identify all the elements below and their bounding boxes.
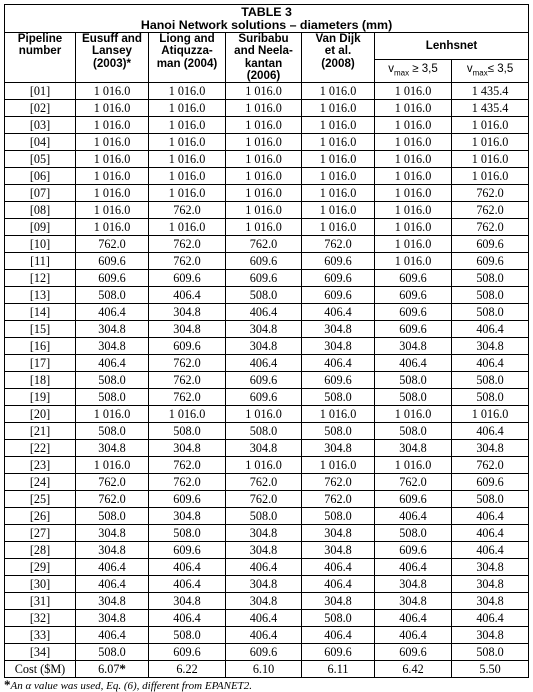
cell-liong-atiquzzaman: 609.6 [149,644,226,661]
table-row [5,627,529,644]
cell-lenhsnet-vmax-le: 406.4 [452,508,529,525]
cell-liong-atiquzzaman: 304.8 [149,440,226,457]
header-van-dijk: Van Dijk et al. (2008) [302,33,375,83]
cell-van-dijk: 304.8 [302,525,375,542]
cell-liong-atiquzzaman: 762.0 [149,389,226,406]
cell-van-dijk: 304.8 [302,440,375,457]
cell-pipeline-number: [19] [5,389,76,406]
table-row [5,270,529,287]
cell-suribabu-neelakantan: 406.4 [226,355,302,372]
cell-suribabu-neelakantan: 762.0 [226,236,302,253]
cell-lenhsnet-vmax-le: 508.0 [452,304,529,321]
cell-suribabu-neelakantan: 508.0 [226,287,302,304]
cell-suribabu-neelakantan: 304.8 [226,576,302,593]
cell-eusuff-lansey: 1 016.0 [76,134,149,151]
subheader-vmax-le: $v_{max}\le 3,5$ [452,60,529,83]
table-row [5,202,529,219]
cell-suribabu-neelakantan: 762.0 [226,474,302,491]
cell-lenhsnet-vmax-ge: 508.0 [375,372,452,389]
cell-pipeline-number: [29] [5,559,76,576]
cost-cell: 6.10 [226,661,302,678]
cell-suribabu-neelakantan: 406.4 [226,627,302,644]
cell-eusuff-lansey: 304.8 [76,542,149,559]
cell-van-dijk: 1 016.0 [302,185,375,202]
cell-lenhsnet-vmax-le: 508.0 [452,389,529,406]
cell-eusuff-lansey: 1 016.0 [76,185,149,202]
cell-lenhsnet-vmax-le: 508.0 [452,287,529,304]
cell-pipeline-number: [28] [5,542,76,559]
cell-eusuff-lansey: 1 016.0 [76,83,149,100]
cell-pipeline-number: [18] [5,372,76,389]
cell-eusuff-lansey: 1 016.0 [76,100,149,117]
cell-pipeline-number: [17] [5,355,76,372]
cell-pipeline-number: [07] [5,185,76,202]
cell-liong-atiquzzaman: 508.0 [149,627,226,644]
cell-suribabu-neelakantan: 609.6 [226,389,302,406]
cell-van-dijk: 1 016.0 [302,117,375,134]
cell-pipeline-number: [05] [5,151,76,168]
cost-cell: 6.07* [76,661,149,678]
cell-lenhsnet-vmax-le: 1 016.0 [452,134,529,151]
cell-lenhsnet-vmax-ge: 1 016.0 [375,253,452,270]
cell-lenhsnet-vmax-le: 1 016.0 [452,117,529,134]
table-row [5,321,529,338]
cell-suribabu-neelakantan: 1 016.0 [226,185,302,202]
cell-liong-atiquzzaman: 1 016.0 [149,406,226,423]
cell-pipeline-number: [01] [5,83,76,100]
cell-eusuff-lansey: 508.0 [76,287,149,304]
cell-eusuff-lansey: 609.6 [76,253,149,270]
cell-pipeline-number: [32] [5,610,76,627]
cell-suribabu-neelakantan: 609.6 [226,372,302,389]
cell-pipeline-number: [12] [5,270,76,287]
cell-van-dijk: 304.8 [302,321,375,338]
cell-van-dijk: 508.0 [302,508,375,525]
cell-van-dijk: 508.0 [302,610,375,627]
cell-pipeline-number: [23] [5,457,76,474]
cost-cell: 6.11 [302,661,375,678]
cell-lenhsnet-vmax-le: 609.6 [452,253,529,270]
cell-lenhsnet-vmax-ge: 1 016.0 [375,168,452,185]
cell-van-dijk: 304.8 [302,338,375,355]
cell-van-dijk: 609.6 [302,270,375,287]
cell-van-dijk: 406.4 [302,355,375,372]
cell-pipeline-number: [24] [5,474,76,491]
cell-pipeline-number: [16] [5,338,76,355]
cell-lenhsnet-vmax-ge: 508.0 [375,525,452,542]
cell-lenhsnet-vmax-ge: 609.6 [375,287,452,304]
cell-pipeline-number: [33] [5,627,76,644]
cell-suribabu-neelakantan: 609.6 [226,253,302,270]
cell-lenhsnet-vmax-ge: 609.6 [375,644,452,661]
cell-suribabu-neelakantan: 762.0 [226,491,302,508]
cell-pipeline-number: [04] [5,134,76,151]
cell-lenhsnet-vmax-le: 304.8 [452,559,529,576]
cell-pipeline-number: [11] [5,253,76,270]
cell-liong-atiquzzaman: 762.0 [149,474,226,491]
cell-pipeline-number: [34] [5,644,76,661]
cell-suribabu-neelakantan: 1 016.0 [226,168,302,185]
table-row [5,542,529,559]
cell-suribabu-neelakantan: 304.8 [226,542,302,559]
cell-lenhsnet-vmax-le: 1 016.0 [452,151,529,168]
cell-lenhsnet-vmax-le: 304.8 [452,627,529,644]
cell-suribabu-neelakantan: 1 016.0 [226,151,302,168]
cell-van-dijk: 406.4 [302,627,375,644]
cell-liong-atiquzzaman: 1 016.0 [149,100,226,117]
cell-suribabu-neelakantan: 406.4 [226,559,302,576]
cell-van-dijk: 304.8 [302,542,375,559]
cell-eusuff-lansey: 508.0 [76,508,149,525]
cell-lenhsnet-vmax-ge: 508.0 [375,423,452,440]
cell-lenhsnet-vmax-le: 762.0 [452,185,529,202]
cell-suribabu-neelakantan: 1 016.0 [226,202,302,219]
header-suribabu-neelakantan: Suribabu and Neela- kantan (2006) [226,33,302,83]
table-row [5,83,529,100]
cell-lenhsnet-vmax-le: 304.8 [452,338,529,355]
cell-suribabu-neelakantan: 1 016.0 [226,219,302,236]
cell-pipeline-number: [06] [5,168,76,185]
cell-liong-atiquzzaman: 609.6 [149,491,226,508]
cell-van-dijk: 508.0 [302,389,375,406]
cell-lenhsnet-vmax-le: 406.4 [452,321,529,338]
cell-eusuff-lansey: 406.4 [76,576,149,593]
cell-lenhsnet-vmax-le: 508.0 [452,372,529,389]
cell-lenhsnet-vmax-le: 762.0 [452,202,529,219]
cell-pipeline-number: [20] [5,406,76,423]
cost-cell: 6.22 [149,661,226,678]
header-lenhsnet: Lenhsnet [375,33,529,60]
cell-suribabu-neelakantan: 304.8 [226,593,302,610]
cell-lenhsnet-vmax-le: 762.0 [452,219,529,236]
cell-van-dijk: 1 016.0 [302,457,375,474]
cell-pipeline-number: [08] [5,202,76,219]
cell-eusuff-lansey: 508.0 [76,389,149,406]
cell-eusuff-lansey: 1 016.0 [76,219,149,236]
cell-eusuff-lansey: 1 016.0 [76,117,149,134]
cell-suribabu-neelakantan: 406.4 [226,304,302,321]
cell-liong-atiquzzaman: 304.8 [149,321,226,338]
cell-liong-atiquzzaman: 762.0 [149,202,226,219]
cell-lenhsnet-vmax-ge: 1 016.0 [375,185,452,202]
cell-liong-atiquzzaman: 1 016.0 [149,219,226,236]
cell-lenhsnet-vmax-ge: 1 016.0 [375,100,452,117]
cell-liong-atiquzzaman: 609.6 [149,542,226,559]
cell-van-dijk: 406.4 [302,576,375,593]
cell-liong-atiquzzaman: 609.6 [149,338,226,355]
cell-lenhsnet-vmax-ge: 508.0 [375,389,452,406]
table-row [5,219,529,236]
cell-van-dijk: 609.6 [302,372,375,389]
cell-eusuff-lansey: 762.0 [76,236,149,253]
cell-eusuff-lansey: 508.0 [76,423,149,440]
cell-van-dijk: 1 016.0 [302,406,375,423]
table-row [5,185,529,202]
cell-lenhsnet-vmax-ge: 1 016.0 [375,457,452,474]
cell-lenhsnet-vmax-ge: 304.8 [375,338,452,355]
cell-suribabu-neelakantan: 508.0 [226,508,302,525]
cell-lenhsnet-vmax-ge: 406.4 [375,355,452,372]
subheader-vmax-ge: $v_{max} \ge 3,5$ [375,60,452,83]
cell-lenhsnet-vmax-le: 1 016.0 [452,168,529,185]
cell-suribabu-neelakantan: 1 016.0 [226,83,302,100]
table-row [5,525,529,542]
cell-pipeline-number: [02] [5,100,76,117]
cell-van-dijk: 762.0 [302,474,375,491]
cell-lenhsnet-vmax-ge: 406.4 [375,610,452,627]
cell-van-dijk: 1 016.0 [302,83,375,100]
table-row [5,491,529,508]
table-row [5,474,529,491]
cell-pipeline-number: [22] [5,440,76,457]
cell-eusuff-lansey: 304.8 [76,440,149,457]
cell-van-dijk: 406.4 [302,304,375,321]
cell-eusuff-lansey: 406.4 [76,627,149,644]
cell-van-dijk: 508.0 [302,423,375,440]
cell-eusuff-lansey: 406.4 [76,304,149,321]
cell-lenhsnet-vmax-ge: 406.4 [375,559,452,576]
cell-liong-atiquzzaman: 304.8 [149,304,226,321]
cell-pipeline-number: [21] [5,423,76,440]
cell-eusuff-lansey: 609.6 [76,270,149,287]
cell-suribabu-neelakantan: 508.0 [226,423,302,440]
cell-lenhsnet-vmax-le: 406.4 [452,542,529,559]
cell-eusuff-lansey: 762.0 [76,474,149,491]
cell-van-dijk: 1 016.0 [302,134,375,151]
cell-suribabu-neelakantan: 304.8 [226,440,302,457]
cell-liong-atiquzzaman: 406.4 [149,610,226,627]
cell-pipeline-number: [03] [5,117,76,134]
table-row [5,440,529,457]
cell-lenhsnet-vmax-le: 1 435.4 [452,100,529,117]
cell-suribabu-neelakantan: 1 016.0 [226,134,302,151]
cell-lenhsnet-vmax-ge: 609.6 [375,270,452,287]
cell-lenhsnet-vmax-ge: 406.4 [375,627,452,644]
cell-van-dijk: 609.6 [302,644,375,661]
cell-liong-atiquzzaman: 1 016.0 [149,185,226,202]
cell-van-dijk: 1 016.0 [302,151,375,168]
cell-liong-atiquzzaman: 406.4 [149,576,226,593]
cell-eusuff-lansey: 304.8 [76,321,149,338]
cell-van-dijk: 762.0 [302,236,375,253]
cost-footnote-marker: * [119,661,126,677]
cell-eusuff-lansey: 508.0 [76,372,149,389]
cost-row [5,661,529,678]
table-row [5,644,529,661]
cell-pipeline-number: [27] [5,525,76,542]
table-row [5,423,529,440]
hanoi-diameters-table [4,4,529,678]
cell-eusuff-lansey: 406.4 [76,559,149,576]
cell-van-dijk: 304.8 [302,593,375,610]
cell-lenhsnet-vmax-le: 304.8 [452,576,529,593]
cell-pipeline-number: [14] [5,304,76,321]
cell-liong-atiquzzaman: 508.0 [149,525,226,542]
table-wrapper [4,4,528,692]
table-row [5,236,529,253]
cell-lenhsnet-vmax-le: 609.6 [452,474,529,491]
cell-liong-atiquzzaman: 1 016.0 [149,151,226,168]
cell-liong-atiquzzaman: 762.0 [149,236,226,253]
cell-lenhsnet-vmax-le: 508.0 [452,644,529,661]
header-liong-atiquzzaman: Liong and Atiquzza- man (2004) [149,33,226,83]
cost-label: Cost ($M) [5,661,76,678]
cell-suribabu-neelakantan: 1 016.0 [226,117,302,134]
table-row [5,508,529,525]
cell-lenhsnet-vmax-le: 508.0 [452,491,529,508]
cell-lenhsnet-vmax-le: 304.8 [452,593,529,610]
cell-lenhsnet-vmax-ge: 609.6 [375,304,452,321]
cell-lenhsnet-vmax-le: 1 435.4 [452,83,529,100]
cell-eusuff-lansey: 304.8 [76,338,149,355]
table-caption [5,5,529,33]
cell-lenhsnet-vmax-le: 609.6 [452,236,529,253]
cell-pipeline-number: [31] [5,593,76,610]
cell-suribabu-neelakantan: 1 016.0 [226,457,302,474]
cell-liong-atiquzzaman: 762.0 [149,372,226,389]
cell-lenhsnet-vmax-ge: 1 016.0 [375,83,452,100]
cell-van-dijk: 406.4 [302,559,375,576]
cell-lenhsnet-vmax-le: 508.0 [452,270,529,287]
cell-liong-atiquzzaman: 762.0 [149,355,226,372]
table-row [5,168,529,185]
table-row [5,610,529,627]
cell-lenhsnet-vmax-ge: 304.8 [375,440,452,457]
cell-van-dijk: 762.0 [302,491,375,508]
cell-eusuff-lansey: 1 016.0 [76,168,149,185]
cell-liong-atiquzzaman: 406.4 [149,559,226,576]
cell-eusuff-lansey: 406.4 [76,355,149,372]
cell-suribabu-neelakantan: 1 016.0 [226,100,302,117]
cell-van-dijk: 609.6 [302,287,375,304]
cell-suribabu-neelakantan: 304.8 [226,525,302,542]
cell-eusuff-lansey: 762.0 [76,491,149,508]
footnote: *An α value was used, Eq. (6), different from EPANET2. [4,677,253,692]
cell-eusuff-lansey: 304.8 [76,525,149,542]
cell-suribabu-neelakantan: 1 016.0 [226,406,302,423]
cell-lenhsnet-vmax-ge: 762.0 [375,474,452,491]
cell-van-dijk: 1 016.0 [302,219,375,236]
table-row [5,287,529,304]
cell-suribabu-neelakantan: 406.4 [226,610,302,627]
cell-pipeline-number: [15] [5,321,76,338]
cell-lenhsnet-vmax-ge: 1 016.0 [375,134,452,151]
cell-pipeline-number: [30] [5,576,76,593]
table-row [5,253,529,270]
cell-lenhsnet-vmax-ge: 1 016.0 [375,151,452,168]
table-row [5,304,529,321]
cell-suribabu-neelakantan: 304.8 [226,338,302,355]
cell-liong-atiquzzaman: 762.0 [149,457,226,474]
cell-eusuff-lansey: 1 016.0 [76,151,149,168]
cell-liong-atiquzzaman: 762.0 [149,253,226,270]
cell-lenhsnet-vmax-le: 406.4 [452,423,529,440]
cell-eusuff-lansey: 508.0 [76,644,149,661]
caption-line-2: Hanoi Network solutions – diameters (mm) [140,17,393,32]
cell-pipeline-number: [09] [5,219,76,236]
cell-lenhsnet-vmax-ge: 609.6 [375,542,452,559]
cell-liong-atiquzzaman: 1 016.0 [149,168,226,185]
cell-van-dijk: 609.6 [302,253,375,270]
cell-eusuff-lansey: 304.8 [76,610,149,627]
cell-van-dijk: 1 016.0 [302,168,375,185]
cell-eusuff-lansey: 1 016.0 [76,457,149,474]
cell-lenhsnet-vmax-ge: 304.8 [375,576,452,593]
cell-lenhsnet-vmax-ge: 609.6 [375,321,452,338]
cell-lenhsnet-vmax-le: 406.4 [452,525,529,542]
table-row [5,117,529,134]
cell-suribabu-neelakantan: 609.6 [226,644,302,661]
cell-lenhsnet-vmax-ge: 406.4 [375,508,452,525]
cell-pipeline-number: [10] [5,236,76,253]
cell-liong-atiquzzaman: 1 016.0 [149,134,226,151]
cell-suribabu-neelakantan: 304.8 [226,321,302,338]
cell-lenhsnet-vmax-ge: 304.8 [375,593,452,610]
cell-liong-atiquzzaman: 304.8 [149,508,226,525]
cell-eusuff-lansey: 1 016.0 [76,406,149,423]
cell-suribabu-neelakantan: 609.6 [226,270,302,287]
cell-van-dijk: 1 016.0 [302,100,375,117]
cell-lenhsnet-vmax-ge: 1 016.0 [375,219,452,236]
header-eusuff-lansey: Eusuff and Lansey (2003)* [76,33,149,83]
table-row [5,457,529,474]
cell-lenhsnet-vmax-le: 762.0 [452,457,529,474]
cell-liong-atiquzzaman: 1 016.0 [149,83,226,100]
cell-lenhsnet-vmax-ge: 1 016.0 [375,202,452,219]
cell-liong-atiquzzaman: 406.4 [149,287,226,304]
cell-lenhsnet-vmax-le: 1 016.0 [452,406,529,423]
cell-eusuff-lansey: 304.8 [76,593,149,610]
cell-lenhsnet-vmax-le: 304.8 [452,440,529,457]
cell-pipeline-number: [13] [5,287,76,304]
cell-pipeline-number: [26] [5,508,76,525]
cell-liong-atiquzzaman: 1 016.0 [149,117,226,134]
caption-line-1: TABLE 3 [241,4,292,19]
cell-lenhsnet-vmax-ge: 1 016.0 [375,117,452,134]
table-row [5,355,529,372]
cost-cell: 5.50 [452,661,529,678]
header-pipeline-number: Pipeline number [5,33,76,83]
table-body [5,83,529,678]
cell-lenhsnet-vmax-le: 406.4 [452,355,529,372]
cell-lenhsnet-vmax-ge: 1 016.0 [375,406,452,423]
table-row [5,389,529,406]
table-row [5,559,529,576]
table-row [5,372,529,389]
table-row [5,338,529,355]
cell-pipeline-number: [25] [5,491,76,508]
cell-liong-atiquzzaman: 304.8 [149,593,226,610]
cell-liong-atiquzzaman: 609.6 [149,270,226,287]
cell-lenhsnet-vmax-ge: 1 016.0 [375,236,452,253]
cost-cell: 6.42 [375,661,452,678]
cell-van-dijk: 1 016.0 [302,202,375,219]
table-row [5,593,529,610]
cell-lenhsnet-vmax-le: 406.4 [452,610,529,627]
cell-lenhsnet-vmax-ge: 609.6 [375,491,452,508]
table-row [5,151,529,168]
table-row [5,100,529,117]
table-row [5,406,529,423]
table-row [5,576,529,593]
table-row [5,134,529,151]
cell-eusuff-lansey: 1 016.0 [76,202,149,219]
cell-liong-atiquzzaman: 508.0 [149,423,226,440]
